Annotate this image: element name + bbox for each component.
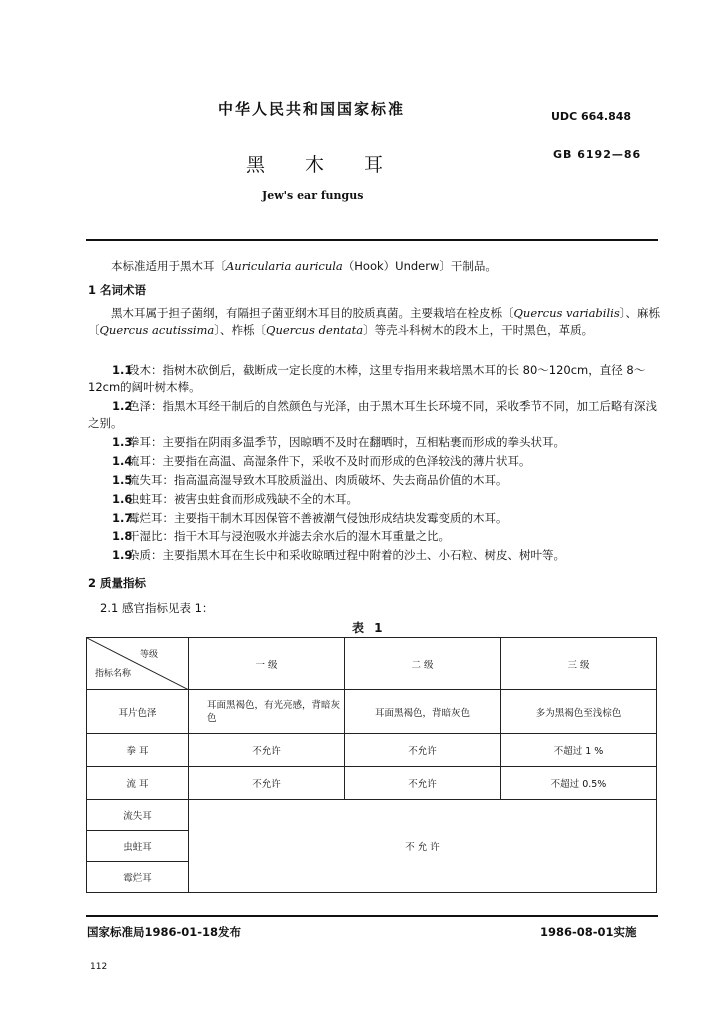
grade-label: 等级 <box>139 650 158 660</box>
document-title: 黑木耳 <box>246 154 424 176</box>
term-item: 1.8干湿比：指干木耳与浸泡吸水并滤去余水后的湿木耳重量之比。 <box>112 529 450 543</box>
scope-paragraph: 本标准适用于黑木耳〔Auricularia auricula（Hook）Underw〕干制品。 <box>111 259 497 273</box>
row-header: 霉烂耳 <box>87 862 189 893</box>
table-cell: 不超过 1 % <box>501 734 657 767</box>
table-cell: 不超过 0.5% <box>501 767 657 800</box>
section-2-heading: 2 质量指标 <box>88 576 147 590</box>
row-header: 流失耳 <box>87 800 189 831</box>
issue-date: 国家标准局1986-01-18发布 <box>87 925 242 939</box>
table-row <box>87 734 657 767</box>
effective-date: 1986-08-01实施 <box>540 925 637 939</box>
merged-cell: 不 允 许 <box>189 800 657 893</box>
grade-header: 三 级 <box>501 638 657 690</box>
table-cell: 多为黑褐色至浅棕色 <box>501 690 657 734</box>
diagonal-header-cell <box>87 638 189 690</box>
term-item: 1.9杂质：主要指黑木耳在生长中和采收晾晒过程中附着的沙土、小石粒、树皮、树叶等。 <box>112 548 565 562</box>
row-header: 拳 耳 <box>87 734 189 767</box>
table-cell: 不允许 <box>189 734 345 767</box>
grade-header: 一 级 <box>189 638 345 690</box>
footer-rule <box>86 915 658 917</box>
term-item: 1.6虫蛀耳：被害虫蛀食而形成残缺不全的木耳。 <box>112 492 358 506</box>
term-item: 1.2色泽：指黑木耳经干制后的自然颜色与光泽，由于黑木耳生长环境不同，采收季节不同，加工后略有深浅之别。 <box>88 399 657 430</box>
term-item: 1.1段木：指树木砍倒后，截断成一定长度的木棒，这里专指用来栽培黑木耳的长 80～120cm，直径 8～12cm的阔叶树木棒。 <box>88 363 646 394</box>
term-item: 1.4流耳：主要指在高温、高湿条件下，采收不及时而形成的色泽较浅的薄片状耳。 <box>112 454 531 468</box>
table-cell: 不允许 <box>189 767 345 800</box>
quality-table <box>86 637 657 893</box>
english-title: Jew's ear fungus <box>262 189 364 202</box>
table-cell: 不允许 <box>345 734 501 767</box>
term-item: 1.5流失耳：指高温高湿导致木耳胶质溢出、肉质破坏、失去商品价值的木耳。 <box>112 473 508 487</box>
table-row <box>87 800 657 831</box>
grade-header: 二 级 <box>345 638 501 690</box>
issuing-body: 中华人民共和国国家标准 <box>218 100 406 118</box>
udc-code: UDC 664.848 <box>551 110 632 123</box>
table-row <box>87 690 657 734</box>
row-header: 耳片色泽 <box>87 690 189 734</box>
term-item: 1.7霉烂耳：主要指干制木耳因保管不善被潮气侵蚀形成结块发霉变质的木耳。 <box>112 511 508 525</box>
section-2-1: 2.1 感官指标见表 1： <box>100 601 214 615</box>
page-number: 112 <box>90 962 108 972</box>
table-header-row <box>87 638 657 690</box>
row-header: 虫蛀耳 <box>87 831 189 862</box>
diagonal-line <box>87 638 189 690</box>
definition-paragraph: 黑木耳属于担子菌纲，有隔担子菌亚纲木耳目的胶质真菌。主要栽培在栓皮栎〔Quercus variabilis〕、麻栎〔Quercus acutissima〕、柞栎〔Quercus dentata〕等壳斗科树木的段木上，干时黑色，革质。 <box>88 306 660 337</box>
table-cell: 耳面黑褐色，背暗灰色 <box>345 690 501 734</box>
table-cell: 不允许 <box>345 767 501 800</box>
term-item: 1.3拳耳：主要指在阴雨多温季节，因晾晒不及时在翻晒时，互相粘裹而形成的拳头状耳。 <box>112 435 565 449</box>
table-row <box>87 767 657 800</box>
header-rule <box>86 239 658 241</box>
row-header: 流 耳 <box>87 767 189 800</box>
table-cell: 耳面黑褐色，有光亮感，背暗灰色 <box>189 690 345 734</box>
section-1-heading: 1 名词术语 <box>88 283 147 297</box>
standard-number: GB 6192—86 <box>553 148 642 161</box>
table-caption: 表 1 <box>352 621 386 635</box>
indicator-label: 指标名称 <box>95 669 132 679</box>
